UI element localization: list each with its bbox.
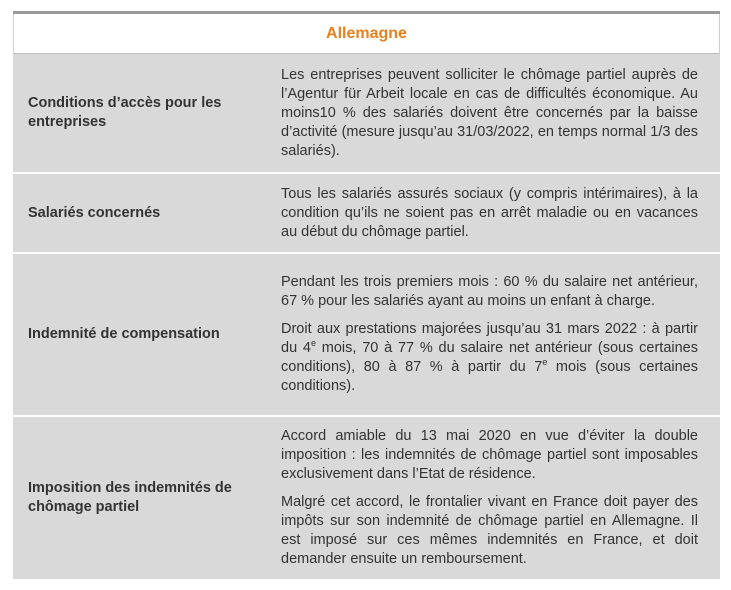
- text-segment: Droit aux prestations majorées jusqu’au 31 mars 2022 : à partir du 4: [281, 321, 698, 356]
- row-paragraph: Accord amiable du 13 mai 2020 en vue d’éviter la double imposition : les indemnités de chômage partiel sont imposables exclusivement dans l’Etat de résidence.: [281, 428, 698, 482]
- row-paragraph: Pendant les trois premiers mois : 60 % du salaire net antérieur, 67 % pour les salariés ayant au moins un enfant à charge.: [281, 274, 698, 309]
- row-content: [267, 54, 720, 172]
- row-paragraph: Tous les salariés assurés sociaux (y compris intérimaires), à la condition qu’ils ne soient pas en arrêt maladie ou en vacances au début du chômage partiel.: [281, 185, 698, 240]
- row-paragraph-majorees: [281, 320, 698, 396]
- row-content: [267, 254, 720, 415]
- row-label: Salariés concernés: [28, 204, 161, 221]
- row-content: [267, 174, 720, 252]
- row-label: Indemnité de compensation: [28, 326, 220, 342]
- table-title: Allemagne: [13, 14, 720, 54]
- text-segment: mois, 70 à 77 % du salaire net antérieur (sous certaines conditions), 80 à 87 % à partir du 7: [281, 340, 698, 375]
- row-content: [267, 417, 720, 579]
- row-label: Conditions d’accès pour les entreprises: [28, 95, 222, 130]
- table-row-imposition: [13, 417, 720, 579]
- table-row-salaries: [13, 174, 720, 254]
- ordinal-superscript: e: [310, 338, 316, 349]
- table-row-conditions: [13, 54, 720, 174]
- text-segment: mois (sous certaines conditions).: [281, 359, 698, 394]
- row-paragraph: Malgré cet accord, le frontalier vivant en France doit payer des impôts sur son indemnité de chômage partiel en Allemagne. Il est imposé sur ces mêmes indemnités en France, et doit demander ensuite un remboursement.: [281, 494, 698, 567]
- row-label: Imposition des indemnités de chômage partiel: [28, 480, 232, 515]
- row-paragraph: Les entreprises peuvent solliciter le chômage partiel auprès de l’Agentur für Arbeit locale en cas de difficultés économique. Au moins10 % des salariés doivent être concernés par la baisse d’activité (mesure jusqu’au 31/03/2022, en temps normal 1/3 des salariés).: [281, 66, 698, 159]
- ordinal-superscript: e: [542, 357, 548, 368]
- table-row-indemnite: [13, 254, 720, 417]
- comparison-table: [13, 11, 720, 579]
